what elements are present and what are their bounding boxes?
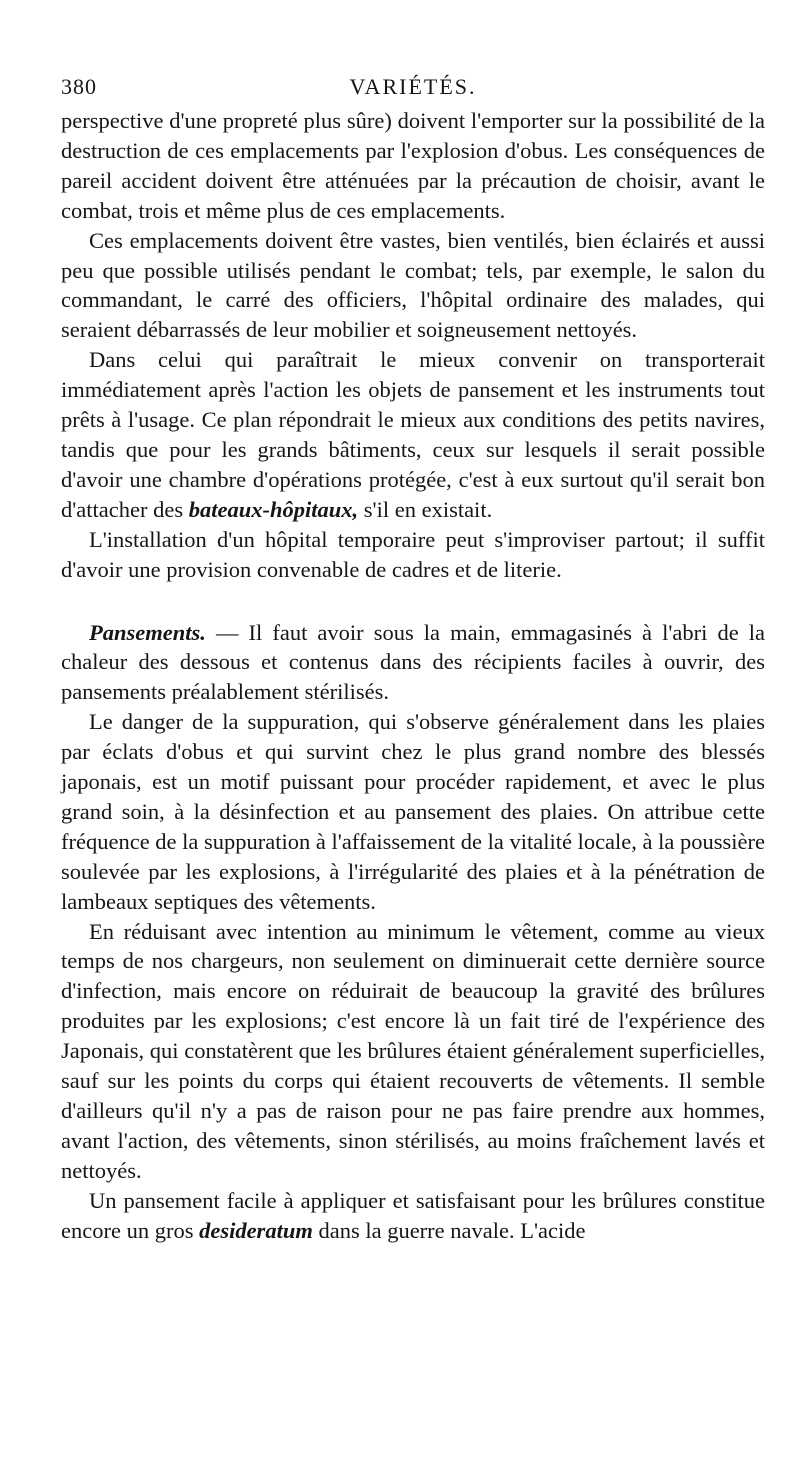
book-page: [61, 70, 765, 1246]
paragraph-transport-text: Dans celui qui paraîtrait le mieux convenir on transporterait immédiatement après l'action les objets de pansement et les instruments tout prêts à l'usage. Ce plan répondrait le mieux aux conditions des petits navires, tandis que pour les grands bâtiments, ceux sur lesquels il serait possible d'avoir une chambre d'opérations protégée, c'est à eux surtout qu'il serait bon d'attacher des: [61, 347, 765, 522]
paragraph-vetement: En réduisant avec intention au minimum le vêtement, comme au vieux temps de nos chargeurs, non seulement on diminuerait cette dernière source d'infection, mais encore on réduirait de beaucoup la gravité des brûlures produites par les explosions; c'est encore là un fait tiré de l'expérience des Japonais, qui constatèrent que les brûlures étaient généralement superficielles, sauf sur les points du corps qui étaient recouverts de vêtements. Il semble d'ailleurs qu'il n'y a pas de raison pour ne pas faire prendre aux hommes, avant l'action, des vêtements, sinon stérilisés, au moins fraîchement lavés et nettoyés.: [61, 918, 765, 1183]
section-spacer: [61, 585, 765, 618]
paragraph-brulures-text: Un pansement facile à appliquer et satisfaisant pour les brûlures constitue encore un gros: [61, 1187, 765, 1243]
section-title-pansements: Pansements.: [89, 619, 206, 645]
paragraph-continuation: perspective d'une propreté plus sûre) doivent l'emporter sur la possibilité de la destruction de ces emplacements par l'explosion d'obus. Les conséquences de pareil accident doivent être atténuées par la précaution de choisir, avant le combat, trois et même plus de ces emplacements.: [61, 108, 765, 223]
paragraph-transport: [61, 345, 765, 524]
paragraph-transport-end: s'il en existait.: [358, 496, 493, 522]
paragraph-pansements-text: — Il faut avoir sous la main, emmagasinés à l'abri de la chaleur des dessous et contenus dans des récipients faciles à ouvrir, des pansements préalablement stérilisés.: [61, 619, 765, 705]
running-title: VARIÉTÉS.: [349, 74, 477, 99]
running-head: [61, 70, 765, 106]
italic-term-bateaux-hopitaux: bateaux-hôpitaux,: [188, 496, 359, 522]
paragraph-brulures-end: dans la guerre navale. L'acide: [312, 1217, 586, 1243]
paragraph-suppuration: Le danger de la suppuration, qui s'observe généralement dans les plaies par éclats d'obus et qui survint chez le plus grand nombre des blessés japonais, est un motif puissant pour procéder rapidement, et avec le plus grand soin, à la désinfection et au pansement des plaies. On attribue cette fréquence de la suppuration à l'affaissement de la vitalité locale, à la poussière soulevée par les explosions, à l'irrégularité des plaies et à la pénétration de lambeaux septiques des vêtements.: [61, 709, 765, 914]
page-number: 380: [61, 74, 97, 99]
paragraph-emplacements: Ces emplacements doivent être vastes, bien ventilés, bien éclairés et aussi peu que possible utilisés pendant le combat; tels, par exemple, le salon du commandant, le carré des officiers, l'hôpital ordinaire des malades, qui seraient débarrassés de leur mobilier et soigneusement nettoyés.: [61, 227, 765, 343]
paragraph-pansements: [61, 618, 765, 708]
italic-term-desideratum: desideratum: [199, 1217, 313, 1243]
paragraph-installation: L'installation d'un hôpital temporaire peut s'improviser partout; il suffit d'avoir une provision convenable de cadres et de literie.: [61, 526, 765, 582]
paragraph-brulures: [61, 1186, 765, 1246]
body-text: [61, 106, 765, 1246]
